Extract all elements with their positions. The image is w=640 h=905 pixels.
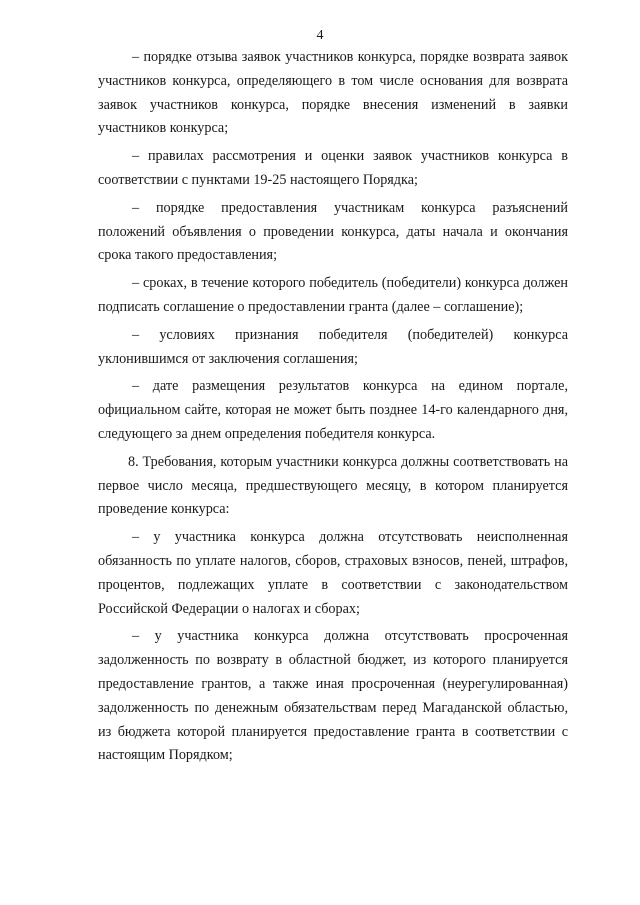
paragraph-overdue-debt: – у участника конкурса должна отсутствовать просроченная задолженность по возврату в областной бюджет, из которого планируется предоставление грантов, а также иная просроченная (неурегулированная) задолженность по денежным обязательствам перед Магаданской областью, из бюджета которой планируется предоставление гранта в соответствии с настоящим Порядком; <box>98 628 568 764</box>
paragraph-requirements-heading: 8. Требования, которым участники конкурса должны соответствовать на первое число месяца, предшествующего месяцу, в котором планируется проведение конкурса: <box>98 453 568 518</box>
paragraph-tax-obligations: – у участника конкурса должна отсутствовать неисполненная обязанность по уплате налогов, сборов, страховых взносов, пеней, штрафов, процентов, подлежащих уплате в соответствии с законодательством Российской Федерации о налогах и сборах; <box>98 529 568 617</box>
document-body <box>98 46 568 772</box>
paragraph-results-date: – дате размещения результатов конкурса на едином портале, официальном сайте, которая не может быть позднее 14-го календарного дня, следующего за днем определения победителя конкурса. <box>98 378 568 442</box>
page-number: 4 <box>316 28 324 43</box>
paragraph-withdrawal-procedure: – порядке отзыва заявок участников конкурса, порядке возврата заявок участников конкурса, определяющего в том числе основания для возврата заявок участников конкурса, порядке внесения изменений в заявки участников конкурса; <box>98 49 568 137</box>
paragraph-clarification-procedure: – порядке предоставления участникам конкурса разъяснений положений объявления о проведении конкурса, даты начала и окончания срока такого предоставления; <box>98 199 568 264</box>
paragraph-signing-deadline: – сроках, в течение которого победитель (победители) конкурса должен подписать соглашение о предоставлении гранта (далее – соглашение); <box>98 275 568 315</box>
paragraph-review-rules: – правилах рассмотрения и оценки заявок участников конкурса в соответствии с пунктами 19-25 настоящего Порядка; <box>98 148 568 188</box>
paragraph-evasion-conditions: – условиях признания победителя (победителей) конкурса уклонившимся от заключения соглашения; <box>98 326 568 367</box>
